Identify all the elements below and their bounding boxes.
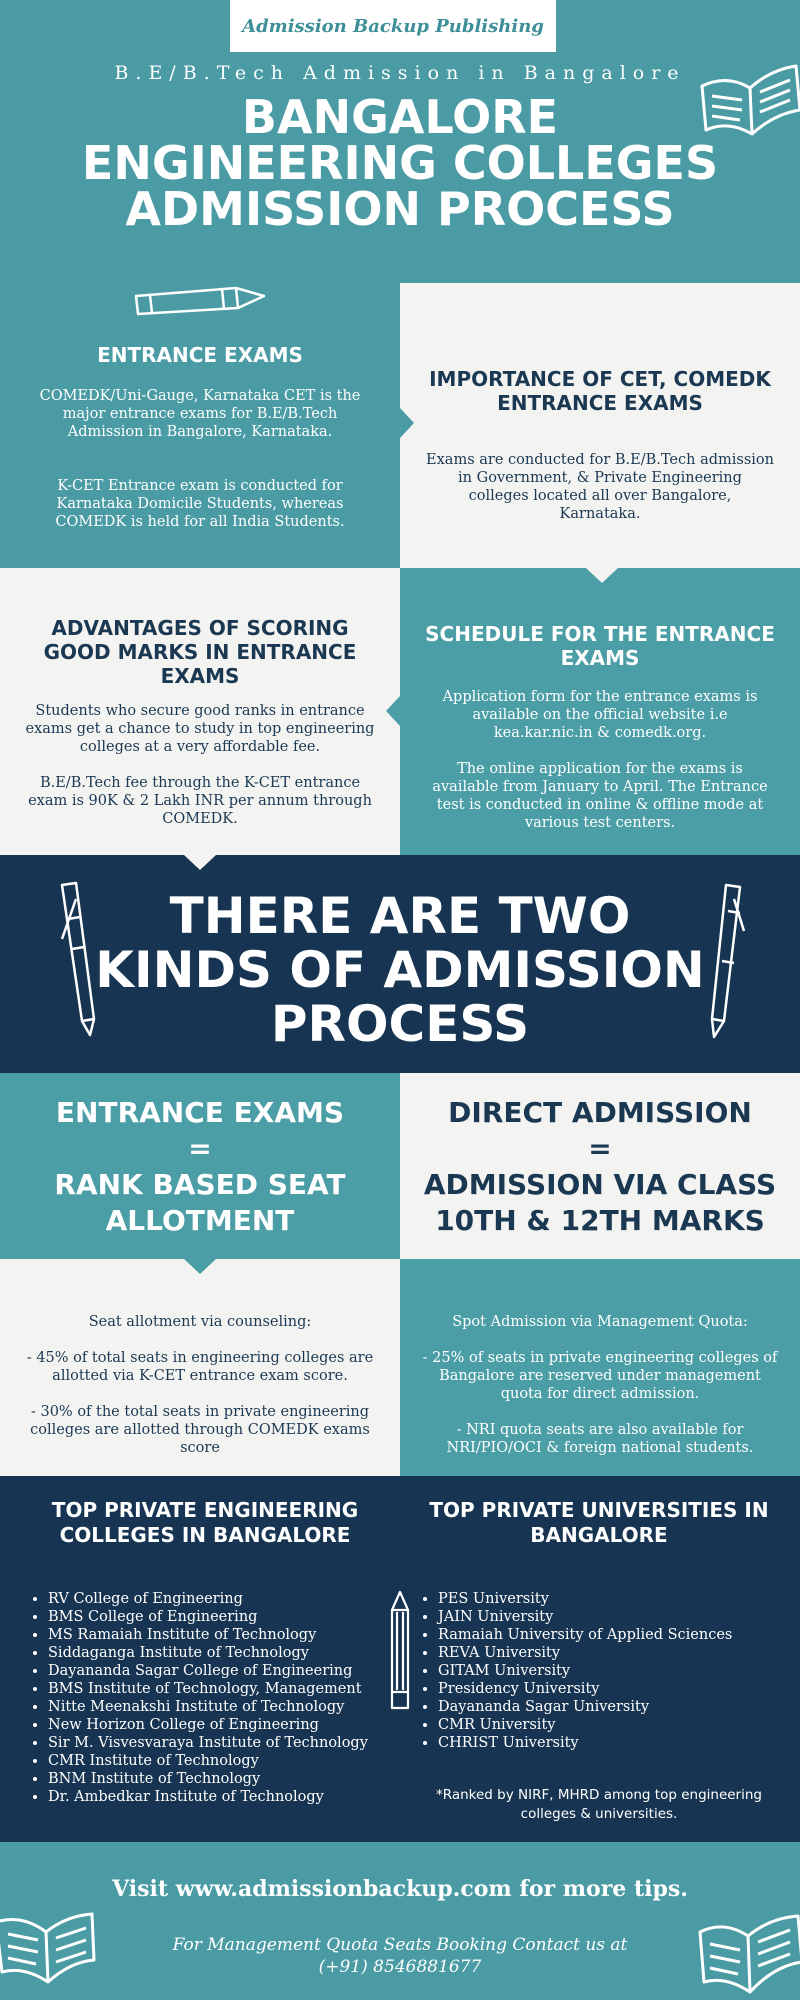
rank-based-box (0, 1073, 400, 1259)
university-list-item: • REVA University (438, 1644, 788, 1662)
open-book-icon-right (694, 1902, 800, 2000)
spot-admission-text-2: - NRI quota seats are also available for NRI/PIO/OCI & foreign national students. (446, 1422, 754, 1456)
importance-box (400, 283, 800, 568)
seat-allotment-intro: Seat allotment via counseling: (88, 1314, 312, 1330)
college-list-item: • Dayananda Sagar College of Engineering (48, 1662, 390, 1680)
entrance-exams-text-2: K-CET Entrance exam is conducted for Karnataka Domicile Students, whereas COMEDK is held for all India Students. (55, 478, 345, 530)
visit-website[interactable]: Visit www.admissionbackup.com for more tips. (112, 1876, 688, 1902)
two-kinds-line-2: KINDS OF ADMISSION (95, 941, 705, 999)
seat-allotment-box (0, 1259, 400, 1476)
university-list-item: • PES University (438, 1590, 788, 1608)
college-list-item: • RV College of Engineering (48, 1590, 390, 1608)
header-section (0, 0, 800, 283)
row-entrance-importance (0, 283, 800, 568)
college-list-item: • BNM Institute of Technology (48, 1770, 390, 1788)
university-list-item: • CMR University (438, 1716, 788, 1734)
direct-admission-box (400, 1073, 800, 1259)
caret-right (400, 408, 414, 438)
row-seat-spot (0, 1259, 800, 1476)
vertical-pencil-icon (386, 1588, 414, 1716)
two-kinds-line-3: PROCESS (270, 995, 530, 1053)
schedule-text-2: The online application for the exams is available from January to April. The Entrance test is conducted in online & offline mode at various test centers. (432, 761, 768, 831)
college-list-item: • MS Ramaiah Institute of Technology (48, 1626, 390, 1644)
college-list-item: • Siddaganga Institute of Technology (48, 1644, 390, 1662)
direct-line-2: = (588, 1132, 612, 1165)
entrance-exams-text-1: COMEDK/Uni-Gauge, Karnataka CET is the major entrance exams for B.E/B.Tech Admission in Bangalore, Karnataka. (39, 388, 361, 440)
title-line-2: ENGINEERING COLLEGES (81, 136, 719, 190)
entrance-exams-heading: ENTRANCE EXAMS (97, 343, 303, 367)
advantages-text-2: B.E/B.Tech fee through the K-CET entrance exam is 90K & 2 Lakh INR per annum through COMEDK. (28, 775, 372, 827)
top-colleges-column (20, 1498, 390, 1806)
contact-line-1: For Management Quota Seats Booking Contact us at (172, 1935, 628, 1955)
row-advantages-schedule (0, 568, 800, 855)
pen-icon-right (690, 881, 750, 1041)
college-list-item: • New Horizon College of Engineering (48, 1716, 390, 1734)
top-colleges-heading: TOP PRIVATE ENGINEERING COLLEGES IN BANGALORE (51, 1498, 359, 1547)
spot-admission-text-1: - 25% of seats in private engineering colleges of Bangalore are reserved under management quota for direct admission. (422, 1350, 778, 1402)
importance-text: Exams are conducted for B.E/B.Tech admission in Government, & Private Engineering colleges located all over Bangalore, Karnataka. (426, 452, 774, 522)
university-list-item: • Presidency University (438, 1680, 788, 1698)
advantages-text-1: Students who secure good ranks in entrance exams get a chance to study in top engineering colleges at a very affordable fee. (25, 703, 375, 755)
university-list-item: • Ramaiah University of Applied Sciences (438, 1626, 788, 1644)
university-list-item: • JAIN University (438, 1608, 788, 1626)
subtitle: B.E/B.Tech Admission in Bangalore (114, 62, 686, 84)
direct-line-4: 10TH & 12TH MARKS (435, 1204, 765, 1237)
open-book-icon-left (0, 1902, 96, 2000)
university-list-item: • GITAM University (438, 1662, 788, 1680)
rank-line-1: ENTRANCE EXAMS (55, 1096, 345, 1129)
university-list-item: • Dayananda Sagar University (438, 1698, 788, 1716)
caret-down (586, 568, 618, 583)
schedule-box (400, 568, 800, 855)
spot-admission-box (400, 1259, 800, 1476)
top-lists-section (0, 1476, 800, 1842)
advantages-heading: ADVANTAGES OF SCORING GOOD MARKS IN ENTRANCE EXAMS (43, 616, 357, 688)
spot-admission-intro: Spot Admission via Management Quota: (452, 1314, 748, 1330)
seat-allotment-text-2: - 30% of the total seats in private engineering colleges are allotted through COMEDK exams score (30, 1404, 370, 1456)
page-title (0, 90, 800, 236)
rank-based-heading (10, 1095, 390, 1239)
entrance-exams-box (0, 283, 400, 568)
top-universities-list (418, 1590, 788, 1752)
direct-line-1: DIRECT ADMISSION (448, 1096, 752, 1129)
caret-left (386, 696, 400, 726)
top-universities-column (410, 1498, 788, 1824)
contact-phone[interactable]: (+91) 8546881677 (318, 1957, 482, 1977)
rank-line-2: = (188, 1132, 212, 1165)
direct-admission-heading (410, 1095, 790, 1239)
schedule-heading: SCHEDULE FOR THE ENTRANCE EXAMS (425, 622, 775, 670)
college-list-item: • Dr. Ambedkar Institute of Technology (48, 1788, 390, 1806)
publisher-name: Admission Backup Publishing (242, 15, 544, 37)
college-list-item: • Nitte Meenakshi Institute of Technology (48, 1698, 390, 1716)
rank-line-3: RANK BASED SEAT (54, 1168, 346, 1201)
direct-line-3: ADMISSION VIA CLASS (423, 1168, 777, 1201)
contact-info (0, 1934, 800, 1978)
two-kinds-heading (0, 889, 800, 1051)
ranking-note: *Ranked by NIRF, MHRD among top engineering colleges & universities. (436, 1787, 762, 1822)
pen-icon-left (54, 879, 114, 1039)
two-kinds-section (0, 855, 800, 1073)
college-list-item: • Sir M. Visvesvaraya Institute of Technology (48, 1734, 390, 1752)
footer-section (0, 1842, 800, 2000)
title-line-3: ADMISSION PROCESS (125, 182, 675, 236)
college-list-item: • CMR Institute of Technology (48, 1752, 390, 1770)
advantages-box (0, 568, 400, 855)
caret-down-3 (184, 1259, 216, 1274)
publisher-banner (230, 0, 556, 52)
title-line-1: BANGALORE (241, 90, 559, 144)
college-list-item: • BMS College of Engineering (48, 1608, 390, 1626)
horizontal-pencil-icon (132, 284, 268, 318)
caret-down-2 (184, 855, 216, 870)
schedule-text-1: Application form for the entrance exams is available on the official website i.e kea.kar.nic.in & comedk.org. (442, 689, 758, 741)
university-list-item: • CHRIST University (438, 1734, 788, 1752)
seat-allotment-text-1: - 45% of total seats in engineering colleges are allotted via K-CET entrance exam score. (26, 1350, 374, 1384)
college-list-item: • BMS Institute of Technology, Management (48, 1680, 390, 1698)
rank-line-4: ALLOTMENT (105, 1204, 295, 1237)
open-book-icon (692, 46, 800, 144)
row-rank-direct (0, 1073, 800, 1259)
top-colleges-list (28, 1590, 390, 1806)
two-kinds-line-1: THERE ARE TWO (169, 887, 631, 945)
importance-heading: IMPORTANCE OF CET, COMEDK ENTRANCE EXAMS (429, 367, 771, 415)
top-universities-heading: TOP PRIVATE UNIVERSITIES IN BANGALORE (429, 1498, 769, 1547)
